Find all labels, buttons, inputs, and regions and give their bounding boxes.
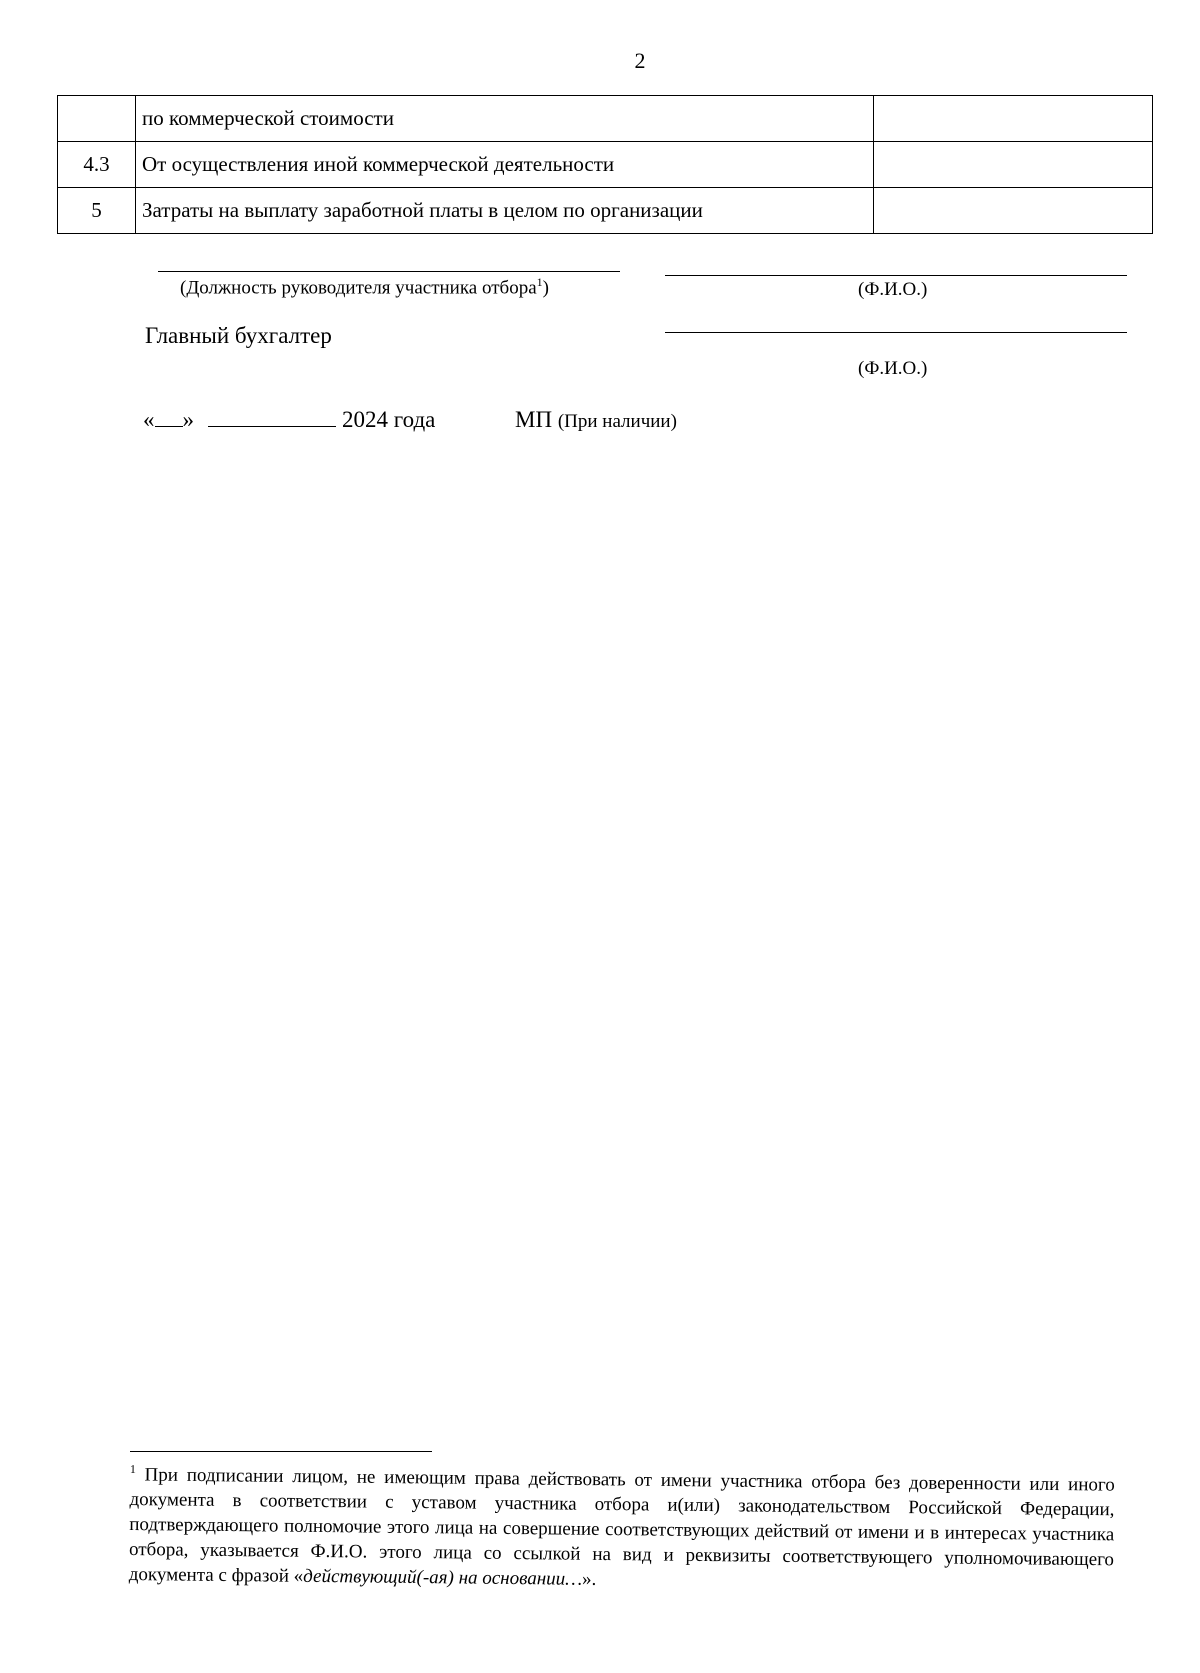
table-row bbox=[58, 142, 1153, 188]
head-name-line[interactable] bbox=[665, 275, 1127, 276]
accountant-name-caption: (Ф.И.О.) bbox=[858, 358, 928, 379]
row-number: 5 bbox=[58, 188, 136, 234]
stamp-place bbox=[515, 407, 677, 433]
head-position-caption: (Должность руководителя участника отбора$^1$) bbox=[180, 275, 549, 299]
footnote-reference: 1 bbox=[536, 275, 543, 289]
date-line: « » 2024 года bbox=[143, 407, 436, 432]
month-blank[interactable] bbox=[208, 408, 336, 427]
table-row bbox=[58, 188, 1153, 234]
day-blank[interactable] bbox=[155, 408, 183, 427]
footnote-mark: 1 bbox=[129, 1461, 136, 1477]
stamp-label: МП bbox=[515, 407, 553, 432]
row-description: по коммерческой стоимости bbox=[136, 96, 874, 142]
page-number: 2 bbox=[634, 48, 646, 73]
head-name-caption: (Ф.И.О.) bbox=[858, 279, 928, 300]
stamp-note: (При наличии) bbox=[557, 411, 677, 432]
row-description: От осуществления иной коммерческой деятельности bbox=[136, 142, 874, 188]
row-number: 4.3 bbox=[58, 142, 136, 188]
row-value[interactable] bbox=[874, 188, 1153, 234]
chief-accountant-label: Главный бухгалтер bbox=[145, 323, 332, 348]
row-description: Затраты на выплату заработной платы в целом по организации bbox=[136, 188, 874, 234]
row-number bbox=[58, 96, 136, 142]
footnote-text: При подписании лицом, не имеющим права действовать от имени участника отбора без доверенности или иного документа в соответствии с уставом участника отбора и(или) законодательством Российской Федерации, подтверждающего полномочие этого лица на совершение соответствующих действий от имени и в интересах участника отбора, указывается Ф.И.О. этого лица со ссылкой на вид и реквизиты соответствующего уполномочивающего документа с фразой « bbox=[128, 1464, 1115, 1588]
table-row bbox=[58, 96, 1153, 142]
footnote-italic-phrase: действующий(-ая) на основании… bbox=[303, 1566, 583, 1591]
footnote-divider bbox=[130, 1451, 432, 1452]
row-value[interactable] bbox=[874, 142, 1153, 188]
year-text: 2024 года bbox=[342, 407, 436, 432]
footnote: $^1$ При подписании лицом, не имеющим права действовать от имени участника отбора без доверенности или иного документа в соответствии с уставом участника отбора и(или) законодательством Российской Федерации, подтверждающего полномочие этого лица на совершение соответствующих действий от имени и в интересах участника отбора, указывается Ф.И.О. этого лица со ссылкой на вид и реквизиты соответствующего уполномочивающего документа с фразой «действующий(-ая) на основании…». bbox=[128, 1461, 1115, 1591]
row-value[interactable] bbox=[874, 96, 1153, 142]
accountant-name-line[interactable] bbox=[665, 332, 1127, 333]
income-table bbox=[57, 95, 1153, 234]
head-position-line[interactable] bbox=[158, 271, 620, 272]
